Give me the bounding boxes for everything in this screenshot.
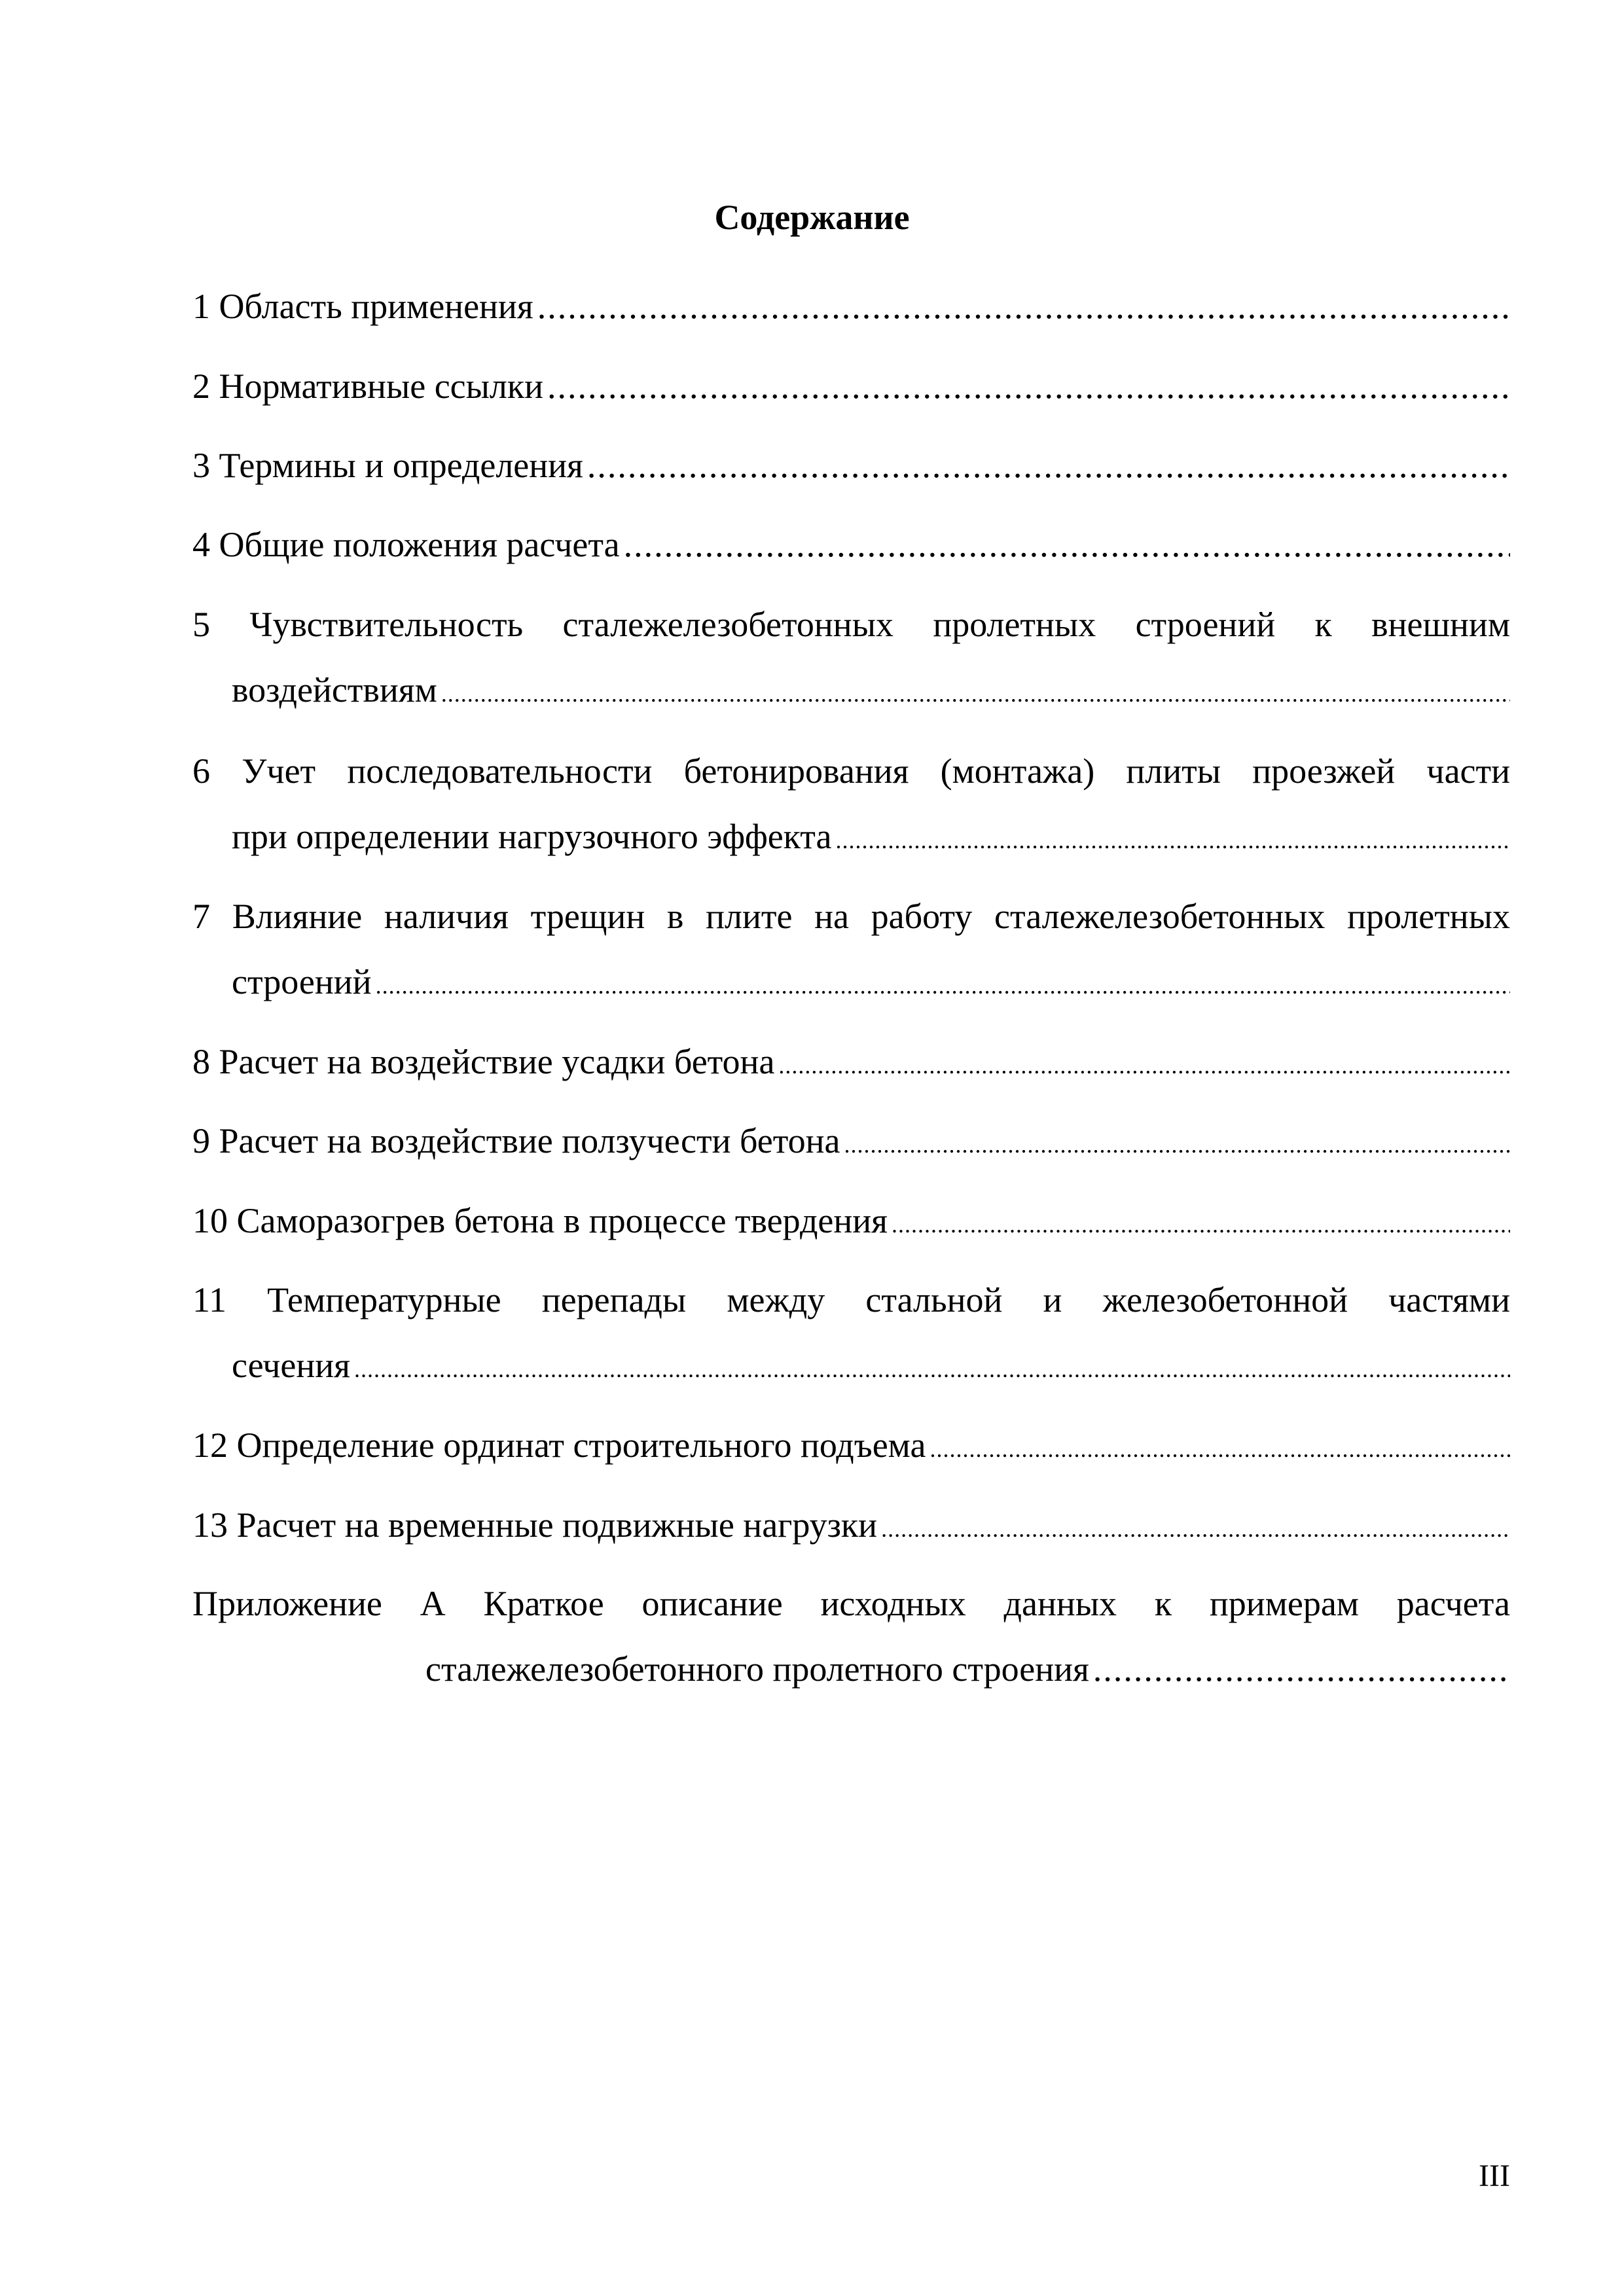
toc-entry-appendix-a[interactable] [192,1571,1510,1702]
toc-entry-label: 7 Влияние наличия трещин в плите на работу сталежелезобетонных пролетных [192,897,1510,936]
toc-entry-2[interactable] [192,353,1510,419]
toc-entry-label: 9 Расчет на воздействие ползучести бетона [192,1121,840,1160]
toc-entry-12[interactable] [192,1412,1510,1478]
toc-entry-label-cont: строений [232,962,372,1001]
leader-dots [881,1496,1510,1558]
toc-entry-label: 4 Общие положения расчета [192,525,620,564]
toc-entry-label: 11 Температурные перепады между стальной и железобетонной частями [192,1280,1510,1319]
toc-entry-label: 2 Нормативные ссылки [192,367,543,406]
toc-entry-10[interactable] [192,1188,1510,1253]
toc-entry-label: 13 Расчет на временные подвижные нагрузки [192,1505,878,1545]
leader-dots [1093,1636,1510,1702]
toc-entry-4[interactable] [192,512,1510,577]
toc-entry-label: 3 Термины и определения [192,446,583,485]
page-title: Содержание [714,198,910,237]
toc-entry-label: Приложение А Краткое описание исходных данных к примерам расчета [192,1584,1510,1623]
toc-entry-8[interactable] [192,1029,1510,1094]
toc-entry-13[interactable] [192,1492,1510,1558]
leader-dots [354,1336,1510,1398]
leader-dots [892,1192,1510,1253]
leader-dots [778,1033,1510,1094]
toc-entry-label: 10 Саморазогрев бетона в процессе твердения [192,1201,888,1240]
toc-entry-label-cont: сечения [232,1346,351,1385]
toc-entry-label: 5 Чувствительность сталежелезобетонных пролетных строений к внешним [192,605,1510,644]
toc-entry-label: 6 Учет последовательности бетонирования (монтажа) плиты проезжей части [192,751,1510,791]
leader-dots [537,274,1510,339]
toc-entry-label-cont: сталежелезобетонного пролетного строения [425,1649,1089,1689]
toc-entry-7[interactable] [192,884,1510,1014]
leader-dots [441,661,1510,723]
page-number: III [1479,2159,1510,2193]
leader-dots [587,433,1510,498]
toc-entry-label: 12 Определение ординат строительного подъема [192,1426,926,1465]
toc-entry-1[interactable] [192,274,1510,339]
toc-entry-label-cont: воздействиям [232,670,437,709]
toc-entry-3[interactable] [192,433,1510,498]
leader-dots [547,353,1510,419]
toc-entry-label: 1 Область применения [192,287,533,326]
leader-dots [836,808,1510,869]
toc-entry-9[interactable] [192,1108,1510,1174]
toc-entry-11[interactable] [192,1267,1510,1398]
leader-dots [624,512,1510,577]
leader-dots [844,1112,1510,1174]
leader-dots [929,1416,1510,1478]
toc-entry-5[interactable] [192,592,1510,723]
toc-entry-6[interactable] [192,738,1510,869]
toc-entry-label: 8 Расчет на воздействие усадки бетона [192,1042,775,1081]
leader-dots [376,953,1510,1014]
toc-entry-label-cont: при определении нагрузочного эффекта [232,817,832,856]
